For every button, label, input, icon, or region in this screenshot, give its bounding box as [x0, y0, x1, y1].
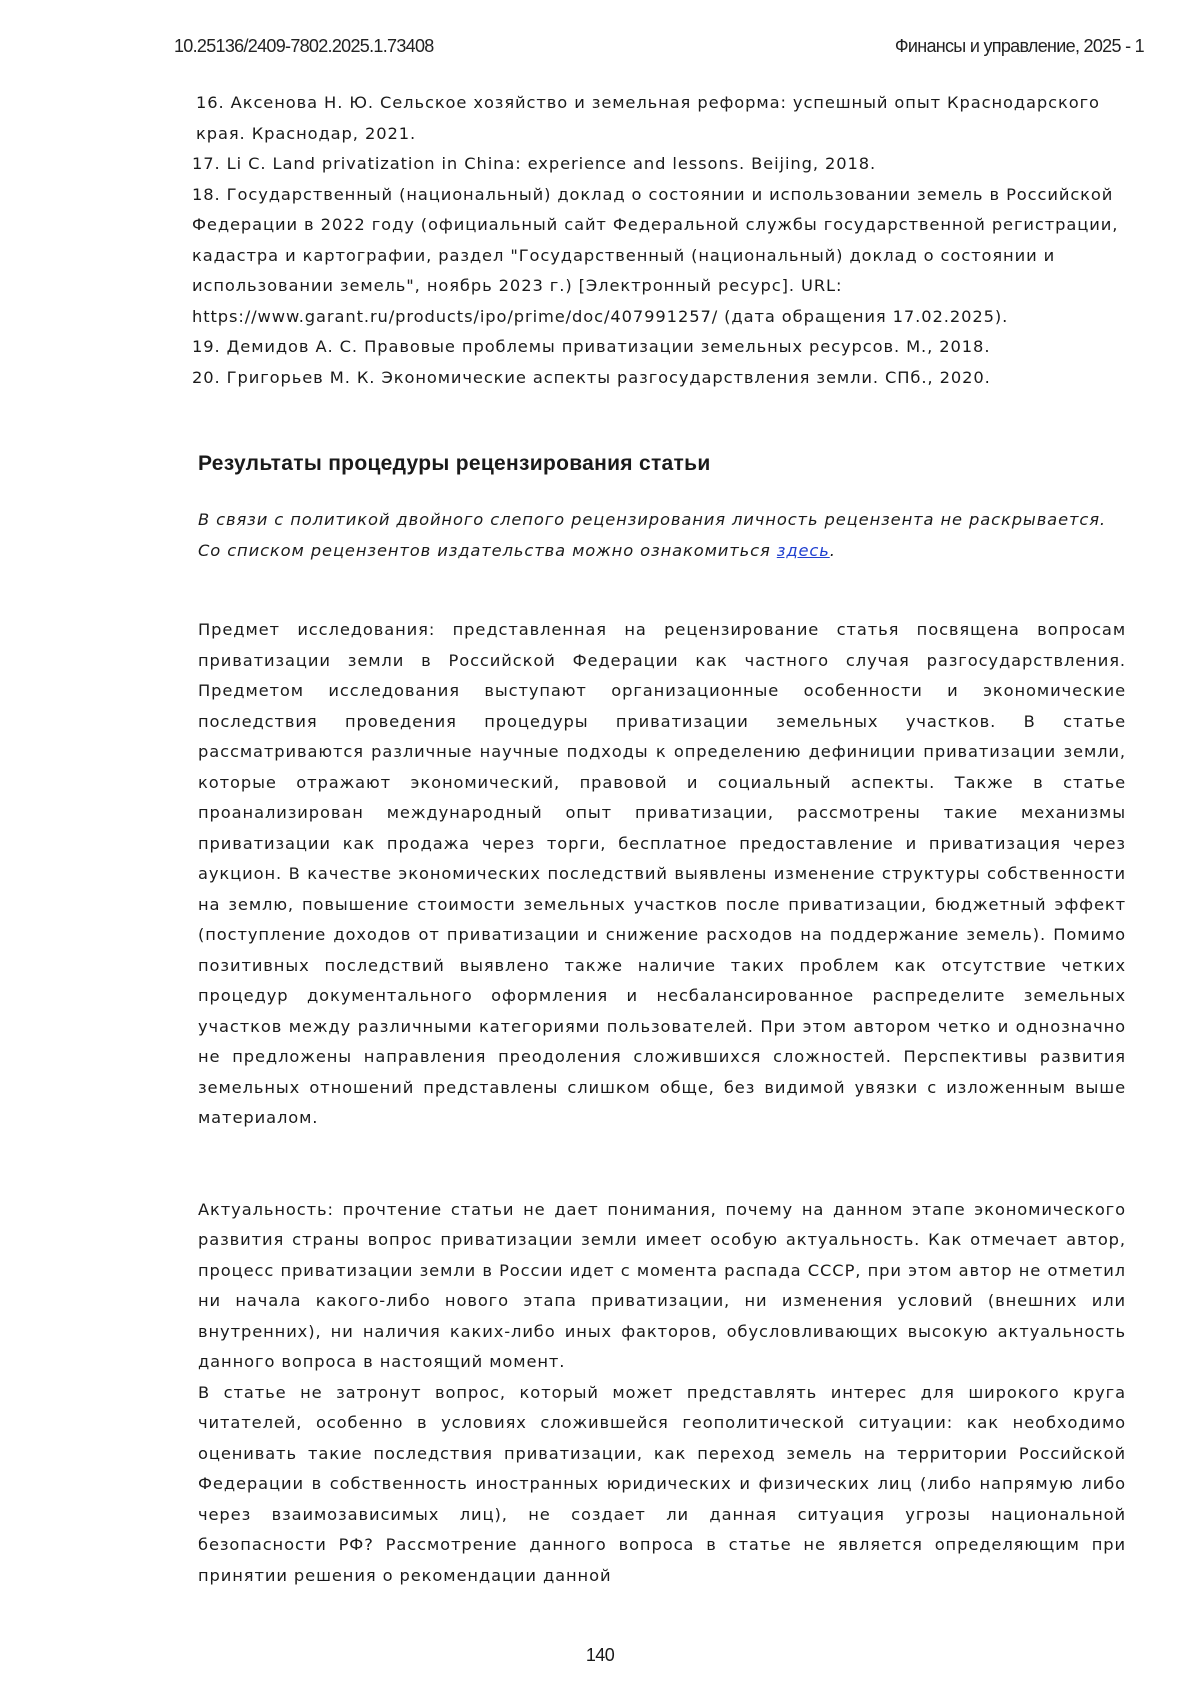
reviewer-list-link[interactable]: здесь — [776, 540, 830, 560]
review-body — [198, 615, 1126, 1591]
reviewer-list-suffix: . — [829, 540, 836, 560]
reference-item: 20. Григорьев М. К. Экономические аспекты разгосударствления земли. СПб., 2020. — [192, 367, 991, 387]
doi-header: 10.25136/2409-7802.2025.1.73408 — [174, 36, 434, 56]
paragraph-spacer — [198, 1164, 1126, 1195]
page-number: 140 — [585, 1645, 615, 1665]
reference-item: 18. Государственный (национальный) доклад о состоянии и использовании земель в Российской Федерации в 2022 году (официальный сайт Федеральной службы государственной регистрации, кадастра и картографии, раздел "Государственный (национальный) доклад о состоянии и использовании земель", ноябрь 2023 г.) [Электронный ресурс]. URL: https://www.garant.ru/products/ipo/prime/doc/407991257/ (дата обращения 17.02.2025). — [192, 184, 1119, 326]
blind-review-notice: В связи с политикой двойного слепого рецензирования личность рецензента не раскрывается. — [198, 510, 1106, 529]
reviewer-list-prefix: Со списком рецензентов издательства можно ознакомиться — [198, 540, 777, 560]
reviewer-list-line — [198, 536, 1126, 567]
review-relevance-paragraph: Актуальность: прочтение статьи не дает понимания, почему на данном этапе экономического развития страны вопрос приватизации земли имеет особую актуальность. Как отмечает автор, процесс приватизации земли в России идет с момента распада СССР, при этом автор не отметил ни начала какого-либо нового этапа приватизации, ни изменения условий (внешних или внутренних), ни наличия каких-либо иных факторов, обусловливающих высокую актуальность данного вопроса в настоящий момент. — [198, 1199, 1126, 1371]
running-header — [174, 36, 1144, 60]
review-subject-paragraph: Предмет исследования: представленная на рецензирование статья посвящена вопросам приватизации земли в Российской Федерации как частного случая разгосударствления. Предметом исследования выступают организационные особенности и экономические последствия проведения процедуры приватизации земельных участков. В статье рассматриваются различные научные подходы к определению дефиниции приватизации земли, которые отражают экономический, правовой и социальный аспекты. Также в статье проанализирован международный опыт приватизации, рассмотрены такие механизмы приватизации как продажа через торги, бесплатное предоставление и приватизация через аукцион. В качестве экономических последствий выявлены изменение структуры собственности на землю, повышение стоимости земельных участков после приватизации, бюджетный эффект (поступление доходов от приватизации и снижение расходов на поддержание земель). Помимо позитивных последствий выявлено также наличие таких проблем как отсутствие четких процедур документального оформления и несбалансированное распределите земельных участков между различными категориями пользователей. При этом автором четко и однозначно не предложены направления преодоления сложившихся сложностей. Перспективы развития земельных отношений представлены слишком обще, без видимой увязки с изложенным выше материалом. — [198, 620, 1126, 1127]
reference-list — [192, 88, 1122, 393]
review-section-title: Результаты процедуры рецензирования статьи — [198, 452, 711, 475]
reference-item: 17. Li C. Land privatization in China: experience and lessons. Beijing, 2018. — [192, 154, 877, 173]
journal-header: Финансы и управление, 2025 - 1 — [894, 36, 1144, 56]
reference-item: 19. Демидов А. С. Правовые проблемы приватизации земельных ресурсов. М., 2018. — [192, 337, 991, 356]
paragraph-spacer — [198, 1134, 1126, 1165]
review-notice — [198, 505, 1126, 566]
review-relevance-paragraph-2: В статье не затронут вопрос, который может представлять интерес для широкого круга читателей, особенно в условиях сложившейся геополитической ситуации: как необходимо оценивать такие последствия приватизации, как переход земель на территории Российской Федерации в собственность иностранных юридических и физических лиц (либо напрямую либо через взаимозависимых лиц), не создает ли данная ситуация угрозы национальной безопасности РФ? Рассмотрение данного вопроса в статье не является определяющим при принятии решения о рекомендации данной — [198, 1382, 1126, 1585]
reference-item: 16. Аксенова Н. Ю. Сельское хозяйство и земельная реформа: успешный опыт Краснодарского края. Краснодар, 2021. — [196, 93, 1100, 143]
